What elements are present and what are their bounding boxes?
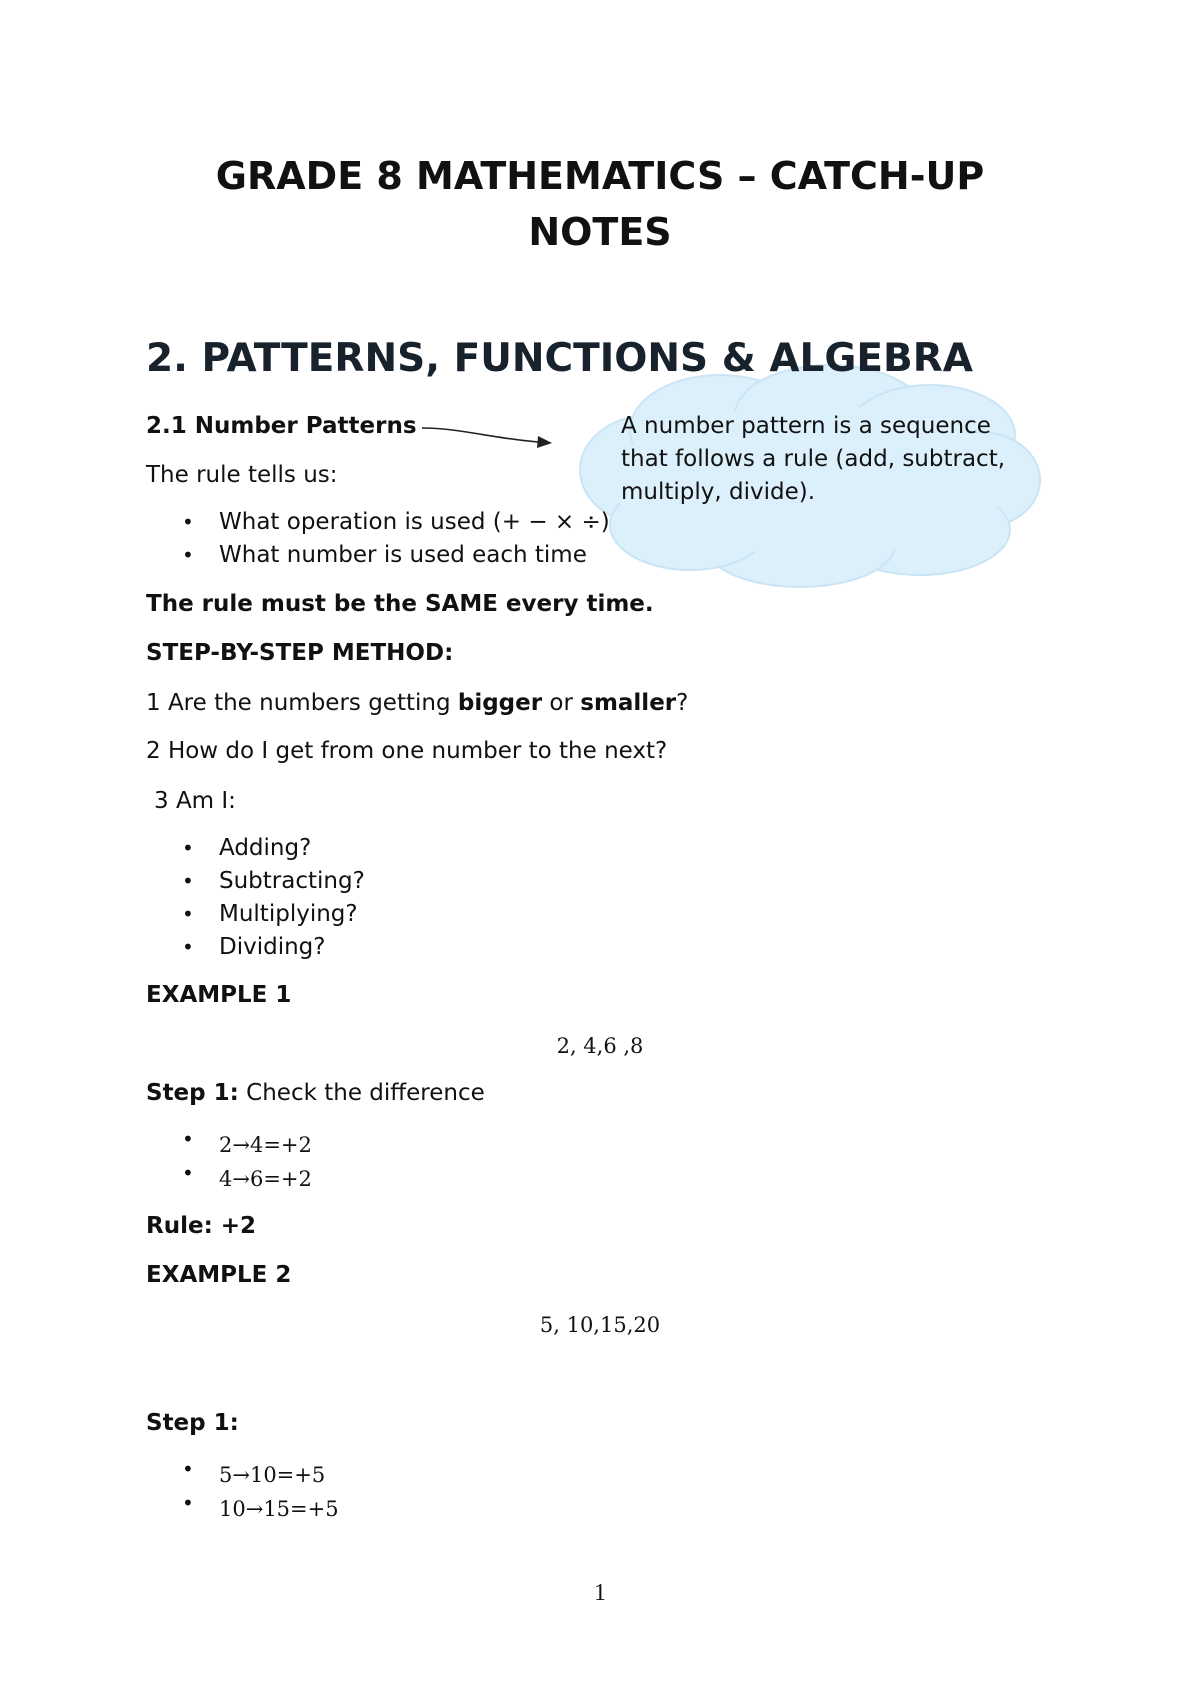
list-item: • Multiplying? <box>146 898 365 931</box>
list-item: • 2→4=+2 <box>146 1128 312 1162</box>
subsection-heading: 2.1 Number Patterns <box>146 413 417 439</box>
list-item: • 5→10=+5 <box>146 1458 339 1492</box>
list-item: • 4→6=+2 <box>146 1162 312 1196</box>
step-1-suffix: ? <box>676 690 689 716</box>
step-1-prefix: 1 Are the numbers getting <box>146 690 458 716</box>
step-label: Step 1: <box>146 1080 239 1106</box>
title-line-1: GRADE 8 MATHEMATICS – CATCH-UP <box>215 154 985 198</box>
example-2-sequence: 5, 10,15,20 <box>539 1313 661 1337</box>
step-text: Check the difference <box>238 1080 485 1106</box>
page-number: 1 <box>594 1580 606 1606</box>
example-2-differences <box>146 1458 339 1526</box>
section-heading: 2. PATTERNS, FUNCTIONS & ALGEBRA <box>146 336 973 381</box>
document-title <box>0 148 1200 260</box>
list-item: • 10→15=+5 <box>146 1492 339 1526</box>
example-2-step-label: Step 1: <box>146 1410 239 1436</box>
callout-text: A number pattern is a sequence that follows a rule (add, subtract, multiply, divide). <box>621 413 1006 505</box>
callout-arrow <box>420 420 560 450</box>
example-1-sequence: 2, 4,6 ,8 <box>556 1034 644 1058</box>
step-1-question <box>146 690 688 716</box>
word-bigger: bigger <box>457 690 543 716</box>
list-item: • Dividing? <box>146 931 365 964</box>
step-1-or: or <box>542 690 581 716</box>
rule-intro: The rule tells us: <box>146 462 338 488</box>
step-2-question: 2 How do I get from one number to the next? <box>146 738 668 764</box>
list-item: • What number is used each time <box>146 539 610 572</box>
example-1-step <box>146 1080 485 1106</box>
list-item: • Subtracting? <box>146 865 365 898</box>
step-3-question: 3 Am I: <box>154 788 236 814</box>
example-1-heading: EXAMPLE 1 <box>146 982 292 1008</box>
method-heading: STEP-BY-STEP METHOD: <box>146 640 454 666</box>
rule-list <box>146 506 610 572</box>
example-1-differences <box>146 1128 312 1196</box>
rule-emphasis: The rule must be the SAME every time. <box>146 591 654 617</box>
list-item: • What operation is used (+ − × ÷) <box>146 506 610 539</box>
example-2-heading: EXAMPLE 2 <box>146 1262 292 1288</box>
example-1-rule: Rule: +2 <box>146 1213 257 1239</box>
title-line-2: NOTES <box>528 210 672 254</box>
list-item: • Adding? <box>146 832 365 865</box>
operations-list <box>146 832 365 964</box>
word-smaller: smaller <box>580 690 677 716</box>
